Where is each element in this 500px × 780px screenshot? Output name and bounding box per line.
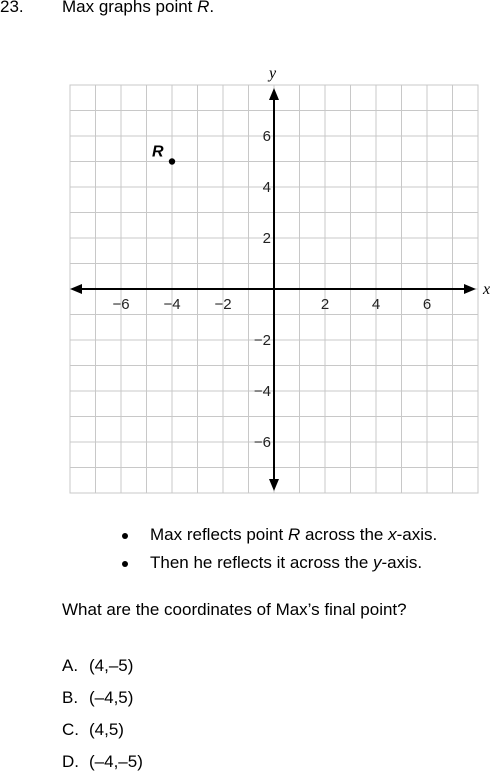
instruction-item (118, 521, 437, 549)
choice-letter: C. (62, 720, 79, 739)
instruction-text: Then he reflects it across the (150, 553, 373, 572)
x-tick-label: −6 (112, 296, 130, 313)
instruction-item (118, 549, 437, 577)
y-axis-label: y (269, 65, 277, 82)
choice-letter: A. (62, 656, 79, 675)
x-tick-label: −2 (214, 296, 232, 313)
choice-letter: D. (62, 752, 79, 771)
y-tick-label: 6 (262, 128, 271, 145)
choice-d[interactable] (62, 748, 143, 780)
question-prompt: What are the coordinates of Max’s final point? (62, 600, 407, 619)
x-tick-label: −4 (163, 296, 181, 313)
y-tick-label: −6 (253, 434, 271, 451)
x-tick-label: 4 (371, 296, 381, 313)
choice-a[interactable] (62, 652, 143, 684)
x-axis-label: x (483, 281, 491, 298)
point-label: R (152, 143, 164, 161)
instruction-italic: y (373, 553, 382, 572)
instruction-text: -axis. (396, 525, 438, 544)
point-marker (169, 158, 175, 164)
x-tick-label: 2 (320, 296, 330, 313)
question-text-prefix: Max graphs point (62, 0, 198, 16)
instruction-italic: R (287, 525, 301, 544)
instruction-text: Max reflects point (150, 525, 288, 544)
y-tick-label: −2 (253, 332, 271, 349)
y-tick-label: 2 (262, 230, 271, 247)
bullet-dot (122, 533, 128, 539)
instruction-list (118, 521, 437, 577)
bullet-dot (122, 561, 128, 567)
choice-text: (4,5) (89, 720, 124, 739)
y-tick-label: 4 (262, 179, 271, 196)
question-point-name: R (197, 0, 210, 16)
choice-letter: B. (62, 688, 79, 707)
choice-text: (4,–5) (89, 656, 134, 675)
instruction-italic: x (388, 525, 397, 544)
x-tick-label: 6 (422, 296, 432, 313)
instruction-text: across the (300, 525, 389, 544)
question-number: 23. (0, 0, 24, 16)
choice-text: (–4,5) (89, 688, 134, 707)
choice-text: (–4,–5) (89, 752, 143, 771)
question-text-suffix: . (209, 0, 215, 16)
instruction-text: -axis. (381, 553, 423, 572)
choice-c[interactable] (62, 716, 143, 748)
choice-b[interactable] (62, 684, 143, 716)
answer-choices (62, 652, 143, 780)
y-tick-label: −4 (253, 383, 271, 400)
